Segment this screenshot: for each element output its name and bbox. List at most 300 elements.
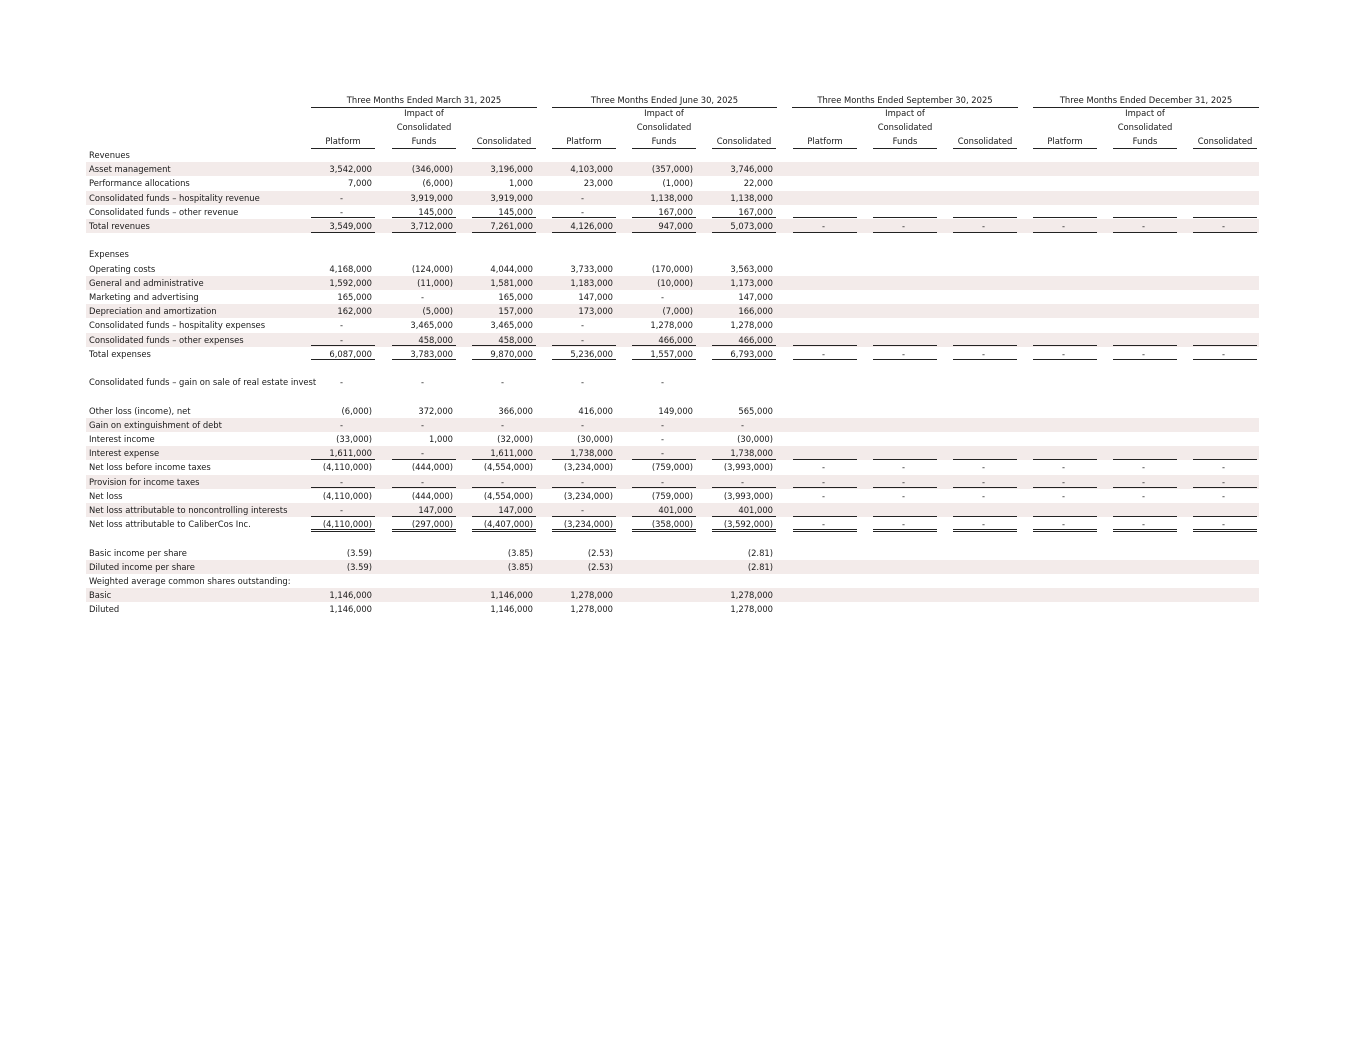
table-cell [392, 588, 456, 602]
row-label: Depreciation and amortization [89, 306, 217, 317]
table-cell: - [793, 475, 857, 489]
table-row [86, 602, 1259, 616]
table-cell: - [793, 219, 857, 233]
table-row [86, 475, 1259, 489]
table-cell [1193, 503, 1257, 517]
col-header-impact-of-consolidated-funds: Impact of [885, 108, 925, 118]
table-cell: (2.81) [747, 561, 773, 572]
table-cell: 145,000 [392, 205, 456, 219]
table-cell: (124,000) [411, 263, 453, 274]
spacer-row [86, 531, 1259, 545]
table-cell [793, 503, 857, 517]
table-cell: 7,261,000 [472, 219, 536, 233]
table-cell [1033, 205, 1097, 219]
table-cell [1033, 446, 1097, 460]
table-cell: - [392, 475, 456, 489]
table-cell [392, 602, 456, 616]
table-cell: 4,103,000 [570, 164, 613, 175]
table-cell: (759,000) [651, 462, 693, 473]
table-cell: 5,073,000 [712, 219, 776, 233]
table-cell: - [953, 347, 1017, 361]
table-cell: 3,733,000 [570, 263, 613, 274]
table-cell: - [1113, 517, 1177, 531]
table-cell: - [981, 462, 986, 473]
period-header-q3: Three Months Ended September 30, 2025 [792, 93, 1018, 108]
table-cell: 3,712,000 [392, 219, 456, 233]
table-cell: (3.85) [507, 547, 533, 558]
table-cell: - [552, 475, 616, 489]
table-cell [873, 503, 937, 517]
table-cell: - [821, 462, 826, 473]
table-cell [632, 560, 696, 574]
table-cell: (3.59) [346, 547, 372, 558]
table-row [86, 304, 1259, 318]
row-label: Provision for income taxes [89, 476, 200, 487]
table-cell: 149,000 [658, 405, 693, 416]
table-cell: - [552, 205, 616, 219]
table-cell: - [632, 475, 696, 489]
table-cell: 1,146,000 [329, 590, 372, 601]
table-cell: 1,146,000 [490, 590, 533, 601]
table-cell [632, 602, 696, 616]
row-label: Net loss attributable to CaliberCos Inc. [89, 519, 251, 530]
table-row [86, 176, 1259, 190]
table-cell: 1,173,000 [730, 277, 773, 288]
table-cell: - [420, 292, 425, 302]
table-cell: (10,000) [657, 277, 693, 288]
table-cell: 3,465,000 [410, 320, 453, 331]
col-header-consolidated: Consolidated [953, 134, 1017, 149]
table-cell: - [311, 205, 375, 219]
row-label: Weighted average common shares outstanding: [89, 576, 291, 586]
row-label: Consolidated funds – other revenue [89, 206, 239, 217]
table-row [86, 375, 1259, 389]
col-header-platform: Platform [1033, 134, 1097, 149]
table-cell: 4,126,000 [552, 219, 616, 233]
table-cell [1113, 446, 1177, 460]
table-cell: - [660, 377, 665, 388]
table-cell: - [873, 219, 937, 233]
col-header-impact-of-consolidated-funds: Impact of [404, 108, 444, 118]
table-cell: 23,000 [583, 178, 613, 189]
spacer-row [86, 233, 1259, 247]
table-cell: 1,611,000 [311, 446, 375, 460]
table-row [86, 432, 1259, 446]
table-cell: 366,000 [498, 405, 533, 416]
table-cell: 1,278,000 [730, 604, 773, 615]
table-cell: 458,000 [392, 333, 456, 347]
table-cell: - [953, 219, 1017, 233]
table-cell [1193, 446, 1257, 460]
table-cell: - [981, 490, 986, 501]
table-cell: 1,738,000 [712, 446, 776, 460]
table-row [86, 205, 1259, 219]
table-cell: 3,542,000 [329, 164, 372, 175]
row-label: Marketing and advertising [89, 292, 199, 302]
row-label: Total revenues [89, 221, 150, 231]
table-cell: 947,000 [632, 219, 696, 233]
table-cell: - [1221, 462, 1226, 473]
table-cell: - [500, 419, 505, 430]
row-label: Other loss (income), net [89, 405, 191, 416]
table-cell: 1,738,000 [552, 446, 616, 460]
table-cell: 401,000 [632, 503, 696, 517]
row-label: Gain on extinguishment of debt [89, 419, 222, 430]
table-cell: - [339, 419, 344, 430]
table-cell: (32,000) [497, 434, 533, 444]
table-row [86, 290, 1259, 304]
row-label: Net loss attributable to noncontrolling interests [89, 505, 288, 515]
table-cell: - [821, 490, 826, 501]
table-cell: 1,183,000 [570, 277, 613, 288]
table-cell: - [873, 347, 937, 361]
col-header-impact-of-consolidated-funds: Consolidated [396, 122, 452, 132]
table-cell: - [1193, 475, 1257, 489]
table-cell: (3,234,000) [563, 490, 613, 501]
table-cell: 147,000 [578, 292, 613, 302]
table-cell: 22,000 [743, 178, 773, 189]
table-cell: (357,000) [651, 164, 693, 175]
table-cell: - [580, 320, 585, 331]
table-cell [1113, 503, 1177, 517]
row-label: Net loss [89, 490, 123, 501]
table-cell: - [1141, 462, 1146, 473]
table-cell: 147,000 [738, 292, 773, 302]
table-cell: - [472, 475, 536, 489]
table-cell [793, 333, 857, 347]
table-cell: 166,000 [738, 306, 773, 317]
table-cell: 3,783,000 [392, 347, 456, 361]
table-row [86, 560, 1259, 574]
table-cell: 162,000 [337, 306, 372, 317]
table-cell [1033, 503, 1097, 517]
table-cell: - [580, 192, 585, 203]
table-cell: 147,000 [392, 503, 456, 517]
table-cell [953, 503, 1017, 517]
row-label: Interest expense [89, 448, 160, 459]
table-cell [1193, 205, 1257, 219]
table-cell [392, 560, 456, 574]
table-cell: 145,000 [472, 205, 536, 219]
table-row [86, 247, 1259, 261]
table-cell: 6,087,000 [311, 347, 375, 361]
row-label: Consolidated funds – other expenses [89, 334, 244, 345]
table-cell: 458,000 [472, 333, 536, 347]
table-cell [1033, 333, 1097, 347]
table-cell [953, 205, 1017, 219]
col-header-impact-of-consolidated-funds: Funds [632, 134, 696, 149]
row-label: Expenses [89, 249, 129, 260]
spacer-row [86, 361, 1259, 375]
table-cell: - [1113, 219, 1177, 233]
table-cell: 1,581,000 [490, 277, 533, 288]
table-cell: 3,465,000 [490, 320, 533, 331]
table-cell: 157,000 [498, 306, 533, 317]
table-cell: (4,554,000) [483, 490, 533, 501]
table-cell: (4,110,000) [311, 517, 375, 531]
table-cell: 401,000 [712, 503, 776, 517]
table-cell [392, 546, 456, 560]
table-cell: - [392, 446, 456, 460]
col-header-impact-of-consolidated-funds: Impact of [644, 108, 684, 118]
row-label: Net loss before income taxes [89, 462, 211, 473]
row-label: Asset management [89, 164, 171, 175]
row-label: Consolidated funds – gain on sale of real estate invest [89, 377, 317, 388]
table-row [86, 318, 1259, 332]
table-cell: 1,278,000 [730, 320, 773, 331]
table-cell: - [1113, 347, 1177, 361]
table-cell: - [1113, 475, 1177, 489]
table-row [86, 489, 1259, 503]
table-cell: 1,146,000 [490, 604, 533, 615]
table-cell [793, 205, 857, 219]
table-cell: 165,000 [498, 292, 533, 302]
table-cell: (7,000) [662, 306, 693, 317]
table-cell: (30,000) [577, 434, 613, 444]
table-row [86, 148, 1259, 162]
table-cell: 3,746,000 [730, 164, 773, 175]
period-header-q2: Three Months Ended June 30, 2025 [552, 93, 777, 108]
row-label: Consolidated funds – hospitality revenue [89, 192, 260, 203]
table-row [86, 460, 1259, 474]
table-cell: 4,044,000 [490, 263, 533, 274]
table-cell: 1,278,000 [730, 590, 773, 601]
table-cell: - [1193, 347, 1257, 361]
table-cell: 1,138,000 [650, 192, 693, 203]
table-cell: - [1061, 462, 1066, 473]
row-label: Interest income [89, 434, 155, 444]
table-cell [873, 446, 937, 460]
table-cell: (5,000) [422, 306, 453, 317]
table-cell: - [660, 419, 665, 430]
table-row [86, 503, 1259, 517]
table-cell: (3,592,000) [712, 517, 776, 531]
table-row [86, 574, 1259, 588]
table-cell: (2.53) [587, 561, 613, 572]
table-cell: - [420, 419, 425, 430]
table-cell [953, 446, 1017, 460]
table-cell: - [580, 377, 585, 388]
table-cell: - [953, 517, 1017, 531]
table-cell: (358,000) [632, 517, 696, 531]
col-header-platform: Platform [311, 134, 375, 149]
table-cell: 1,278,000 [650, 320, 693, 331]
table-cell: 466,000 [712, 333, 776, 347]
table-cell: 6,793,000 [712, 347, 776, 361]
table-cell: - [660, 292, 665, 302]
table-cell: - [339, 377, 344, 388]
table-cell: 3,549,000 [311, 219, 375, 233]
table-cell [1113, 205, 1177, 219]
table-cell: - [901, 462, 906, 473]
table-cell: - [1221, 490, 1226, 501]
col-header-platform: Platform [793, 134, 857, 149]
period-header-q1: Three Months Ended March 31, 2025 [311, 93, 537, 108]
row-label: Basic [89, 590, 112, 601]
col-header-impact-of-consolidated-funds: Impact of [1125, 108, 1165, 118]
table-row [86, 333, 1259, 347]
table-cell: (6,000) [422, 178, 453, 189]
table-cell: 3,919,000 [410, 192, 453, 203]
table-cell [632, 546, 696, 560]
table-cell: - [901, 490, 906, 501]
table-cell: (444,000) [411, 490, 453, 501]
table-cell: (3,234,000) [563, 462, 613, 473]
row-label: Diluted [89, 604, 120, 615]
table-cell: (2.53) [587, 547, 613, 558]
row-label: Consolidated funds – hospitality expenses [89, 320, 266, 331]
table-cell: (444,000) [411, 462, 453, 473]
table-cell: (3,234,000) [552, 517, 616, 531]
table-cell: (759,000) [651, 490, 693, 501]
table-row [86, 404, 1259, 418]
table-cell: - [873, 517, 937, 531]
row-label: Operating costs [89, 263, 156, 274]
col-header-impact-of-consolidated-funds: Consolidated [636, 122, 692, 132]
table-cell: 3,196,000 [490, 164, 533, 175]
col-header-impact-of-consolidated-funds: Funds [1113, 134, 1177, 149]
table-row [86, 262, 1259, 276]
col-header-consolidated: Consolidated [712, 134, 776, 149]
table-cell: - [1061, 490, 1066, 501]
table-cell: - [793, 517, 857, 531]
table-cell: (4,554,000) [483, 462, 533, 473]
table-cell: - [712, 475, 776, 489]
table-cell: - [552, 333, 616, 347]
table-cell: 7,000 [348, 178, 372, 189]
table-cell: 1,611,000 [472, 446, 536, 460]
table-cell: 1,000 [509, 178, 533, 189]
table-cell: (2.81) [747, 547, 773, 558]
table-cell: - [580, 419, 585, 430]
table-cell: - [552, 503, 616, 517]
table-cell: (1,000) [662, 178, 693, 189]
table-row [86, 546, 1259, 560]
table-cell: - [311, 503, 375, 517]
row-label: General and administrative [89, 277, 204, 288]
table-row [86, 517, 1259, 531]
spacer-row [86, 389, 1259, 403]
table-row [86, 347, 1259, 361]
table-cell: 1,138,000 [730, 192, 773, 203]
table-cell: (4,110,000) [322, 462, 372, 473]
table-cell: - [339, 320, 344, 331]
table-row [86, 418, 1259, 432]
table-cell: (346,000) [411, 164, 453, 175]
table-cell: 466,000 [632, 333, 696, 347]
table-cell: (4,110,000) [322, 490, 372, 501]
table-cell: (4,407,000) [472, 517, 536, 531]
table-cell: 416,000 [578, 405, 613, 416]
table-cell: 5,236,000 [552, 347, 616, 361]
table-row [86, 446, 1259, 460]
table-cell [873, 333, 937, 347]
table-row [86, 191, 1259, 205]
table-cell: - [1193, 517, 1257, 531]
table-cell: 167,000 [712, 205, 776, 219]
table-cell: 4,168,000 [329, 263, 372, 274]
table-cell: - [740, 419, 745, 430]
table-cell: (3,993,000) [723, 462, 773, 473]
row-label: Performance allocations [89, 178, 190, 189]
table-cell: 1,000 [429, 434, 453, 444]
table-cell: (3.59) [346, 561, 372, 572]
table-cell [1193, 333, 1257, 347]
table-cell: 1,557,000 [632, 347, 696, 361]
table-cell: - [1033, 219, 1097, 233]
table-row [86, 276, 1259, 290]
table-cell: 9,870,000 [472, 347, 536, 361]
table-cell: - [339, 192, 344, 203]
table-cell [632, 588, 696, 602]
table-cell [793, 446, 857, 460]
table-cell: 165,000 [337, 292, 372, 302]
table-cell: 173,000 [578, 306, 613, 317]
col-header-impact-of-consolidated-funds: Funds [873, 134, 937, 149]
table-cell: (3,993,000) [723, 490, 773, 501]
table-cell [1113, 333, 1177, 347]
table-cell: - [1193, 219, 1257, 233]
table-cell: 1,146,000 [329, 604, 372, 615]
table-cell: 565,000 [738, 405, 773, 416]
table-cell: - [953, 475, 1017, 489]
table-cell: - [1033, 475, 1097, 489]
col-header-consolidated: Consolidated [1193, 134, 1257, 149]
table-cell: (11,000) [417, 277, 453, 288]
table-cell: (170,000) [651, 263, 693, 274]
col-header-consolidated: Consolidated [472, 134, 536, 149]
table-cell: - [500, 377, 505, 388]
table-cell: 1,592,000 [329, 277, 372, 288]
table-cell: 372,000 [418, 405, 453, 416]
col-header-platform: Platform [552, 134, 616, 149]
row-label: Diluted income per share [89, 561, 195, 572]
table-cell: (6,000) [341, 405, 372, 416]
table-cell [953, 333, 1017, 347]
table-cell: 1,278,000 [570, 590, 613, 601]
table-cell: - [1141, 490, 1146, 501]
table-cell: (3.85) [507, 561, 533, 572]
row-label: Total expenses [89, 348, 151, 359]
period-header-q4: Three Months Ended December 31, 2025 [1033, 93, 1259, 108]
table-row [86, 219, 1259, 233]
table-cell: 147,000 [472, 503, 536, 517]
table-cell: 3,919,000 [490, 192, 533, 203]
table-cell: - [311, 333, 375, 347]
table-cell: (30,000) [737, 434, 773, 444]
table-row [86, 588, 1259, 602]
table-cell: - [1033, 517, 1097, 531]
col-header-impact-of-consolidated-funds: Consolidated [877, 122, 933, 132]
table-cell: 1,278,000 [570, 604, 613, 615]
table-cell: - [873, 475, 937, 489]
table-cell: (297,000) [392, 517, 456, 531]
table-cell: 167,000 [632, 205, 696, 219]
col-header-impact-of-consolidated-funds: Consolidated [1117, 122, 1173, 132]
table-row [86, 162, 1259, 176]
table-cell: (33,000) [336, 434, 372, 444]
table-cell: 3,563,000 [730, 263, 773, 274]
table-cell: - [660, 434, 665, 444]
table-cell: - [420, 377, 425, 388]
table-cell: - [311, 475, 375, 489]
table-cell [873, 205, 937, 219]
col-header-impact-of-consolidated-funds: Funds [392, 134, 456, 149]
table-cell: - [793, 347, 857, 361]
row-label: Revenues [89, 150, 130, 160]
table-cell: - [1033, 347, 1097, 361]
row-label: Basic income per share [89, 547, 187, 558]
